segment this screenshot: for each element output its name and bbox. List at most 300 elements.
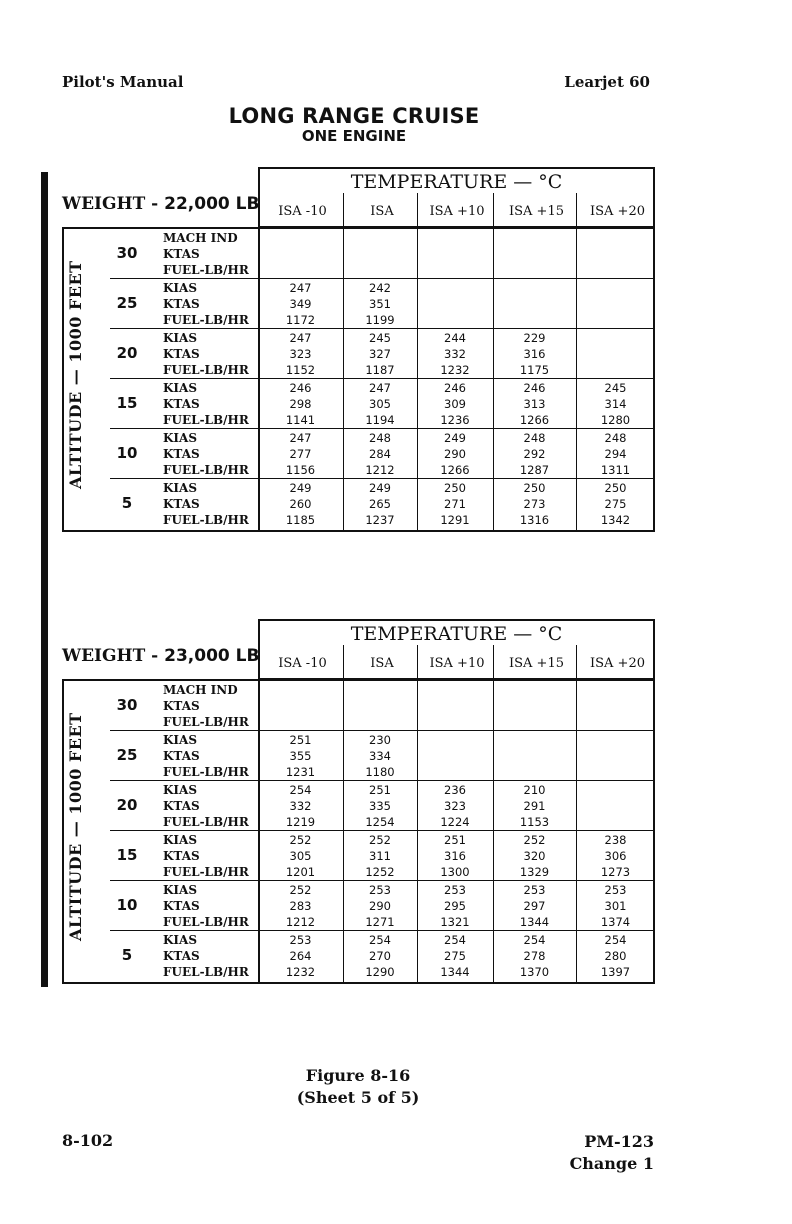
parameter-label: MACH IND [163,683,238,697]
value [258,698,343,714]
value [417,748,493,764]
value [493,764,576,780]
value: 1254 [365,815,395,829]
value [576,748,655,764]
value-cell [576,832,655,880]
parameter-label: KTAS [163,397,200,411]
parameter-label: KIAS [163,281,198,295]
value: 1212 [365,463,395,477]
value: 295 [444,899,466,913]
value [258,682,343,698]
altitude-axis-label: ALTITUDE — 1000 FEET [66,260,85,489]
value: 247 [289,431,312,445]
value: 291 [523,799,546,813]
value: 1224 [440,815,470,829]
value: 1237 [365,513,395,527]
parameter-label: KIAS [163,833,198,847]
value: 246 [523,381,546,395]
value [417,230,493,246]
value: 251 [289,733,312,747]
parameter-labels [163,882,249,930]
weight-value: 23,000 LB [164,646,260,666]
value-cell [576,380,655,428]
value: 275 [444,949,466,963]
value: 270 [369,949,391,963]
value-cell [493,932,576,980]
value-cell [258,430,343,478]
parameter-label: KIAS [163,783,198,797]
row-divider [110,478,655,479]
value: 1271 [365,915,395,929]
value: 309 [444,397,466,411]
value: 265 [369,497,391,511]
value: 355 [289,749,312,763]
value: 242 [369,281,391,295]
altitude-15: 15 [116,394,138,412]
value: 316 [523,347,546,361]
row-divider [110,830,655,831]
value: 260 [289,497,312,511]
altitude-axis-label: ALTITUDE — 1000 FEET [66,712,85,941]
parameter-label: FUEL-LB/HR [163,413,249,427]
value [493,262,576,278]
value-cell [343,480,417,528]
value-cell [493,230,576,278]
value-cell [493,480,576,528]
weight-prefix: WEIGHT - [62,646,165,666]
column-header-2: ISA +10 [429,204,485,219]
parameter-labels [163,230,249,278]
altitude-20: 20 [116,344,138,362]
column-header-1: ISA [370,656,394,671]
value: 254 [369,933,391,947]
footer-doc-info [570,1131,654,1175]
value: 253 [289,933,312,947]
value: 248 [369,431,391,445]
value: 334 [369,749,391,763]
value: 245 [604,381,627,395]
parameter-labels [163,932,249,980]
value [576,764,655,780]
value: 297 [523,899,546,913]
altitude-10: 10 [116,896,138,914]
value [576,346,655,362]
value-cell [417,430,493,478]
value: 246 [289,381,312,395]
value-cell [258,330,343,378]
altitude-5: 5 [121,946,133,964]
value [493,296,576,312]
value: 253 [523,883,546,897]
parameter-label: FUEL-LB/HR [163,513,249,527]
value: 316 [444,849,466,863]
value: 254 [289,783,312,797]
parameter-labels [163,430,249,478]
value [417,764,493,780]
value [493,682,576,698]
value-cell [258,230,343,278]
parameter-label: FUEL-LB/HR [163,815,249,829]
value-cell [258,280,343,328]
value: 1287 [519,463,550,477]
value: 253 [369,883,391,897]
parameter-label: KTAS [163,347,200,361]
parameter-labels [163,782,249,830]
parameter-label: KTAS [163,247,200,261]
parameter-label: KIAS [163,331,198,345]
value [576,814,655,830]
value: 301 [604,899,627,913]
value [343,230,417,246]
parameter-label: KIAS [163,933,198,947]
parameter-labels [163,732,249,780]
value: 1342 [600,513,631,527]
value-cell [258,480,343,528]
value: 249 [289,481,312,495]
value-cell [258,932,343,980]
value: 1290 [365,965,395,979]
parameter-labels [163,832,249,880]
value: 1344 [440,965,470,979]
value-cell [576,430,655,478]
value [343,682,417,698]
value [417,732,493,748]
value-cell [417,682,493,730]
row-divider [110,428,655,429]
value-cell [417,782,493,830]
value: 246 [444,381,466,395]
temperature-title: TEMPERATURE — °C [350,171,563,193]
parameter-label: KTAS [163,297,200,311]
value [417,714,493,730]
value-cell [576,682,655,730]
value-cell [258,832,343,880]
value: 249 [369,481,391,495]
value: 1175 [519,363,550,377]
value [576,246,655,262]
parameter-label: KTAS [163,699,200,713]
column-header-3: ISA +15 [509,656,564,671]
value [343,698,417,714]
value [493,230,576,246]
value [258,246,343,262]
value: 349 [289,297,312,311]
parameter-label: KIAS [163,431,198,445]
altitude-5: 5 [121,494,133,512]
value: 1329 [519,865,550,879]
value: 244 [444,331,466,345]
value [576,714,655,730]
value-cell [258,782,343,830]
weight-label [62,194,259,214]
value: 271 [444,497,466,511]
value: 254 [444,933,466,947]
parameter-label: KTAS [163,949,200,963]
value: 1280 [600,413,631,427]
column-header-4: ISA +20 [590,204,645,219]
value: 1344 [519,915,550,929]
value [343,262,417,278]
value [258,230,343,246]
value [576,262,655,278]
value: 254 [604,933,627,947]
value-cell [343,682,417,730]
value-cell [417,380,493,428]
value: 1152 [285,363,316,377]
value [576,362,655,378]
value [417,262,493,278]
value: 273 [523,497,546,511]
value: 1172 [285,313,316,327]
value: 1180 [365,765,395,779]
value-cell [343,380,417,428]
value: 305 [289,849,312,863]
row-divider [110,880,655,881]
value: 210 [523,783,546,797]
value [576,330,655,346]
value: 290 [444,447,466,461]
value: 1273 [600,865,631,879]
value: 249 [444,431,466,445]
column-header-4: ISA +20 [590,656,645,671]
row-divider [110,378,655,379]
parameter-label: MACH IND [163,231,238,245]
value: 1236 [440,413,470,427]
value: 1153 [519,815,550,829]
value-cell [576,280,655,328]
value-cell [417,932,493,980]
value: 1397 [600,965,631,979]
value-cell [576,782,655,830]
value-cell [417,480,493,528]
value-cell [417,832,493,880]
value: 238 [604,833,627,847]
page-title: LONG RANGE CRUISE [228,104,480,128]
value: 1266 [519,413,550,427]
value [343,246,417,262]
value: 245 [369,331,391,345]
value: 278 [523,949,546,963]
parameter-label: KIAS [163,381,198,395]
value: 351 [369,297,391,311]
value [493,246,576,262]
value-cell [343,230,417,278]
value: 292 [523,447,546,461]
value: 253 [604,883,627,897]
value-cell [417,882,493,930]
value: 305 [369,397,391,411]
value-cell [258,380,343,428]
parameter-label: FUEL-LB/HR [163,263,249,277]
value: 248 [604,431,627,445]
figure-number: Figure 8-16 [305,1066,411,1085]
value: 323 [444,799,466,813]
parameter-labels [163,480,249,528]
value-cell [343,932,417,980]
value: 1232 [285,965,316,979]
value [576,312,655,328]
page-subtitle: ONE ENGINE [301,127,407,145]
value: 1219 [285,815,316,829]
value: 1252 [365,865,395,879]
altitude-25: 25 [116,294,138,312]
value-cell [576,330,655,378]
value-cell [343,732,417,780]
value: 248 [523,431,546,445]
value: 1370 [519,965,550,979]
parameter-label: KTAS [163,749,200,763]
value [493,698,576,714]
value [417,698,493,714]
value: 306 [604,849,627,863]
value: 252 [289,833,312,847]
value: 1212 [285,915,316,929]
parameter-labels [163,330,249,378]
parameter-label: KIAS [163,883,198,897]
value: 311 [369,849,391,863]
value [417,296,493,312]
value: 335 [369,799,391,813]
value [258,714,343,730]
value: 254 [523,933,546,947]
value-cell [493,782,576,830]
parameter-label: FUEL-LB/HR [163,865,249,879]
parameter-label: FUEL-LB/HR [163,915,249,929]
value-cell [417,230,493,278]
value: 247 [289,331,312,345]
value: 320 [523,849,546,863]
parameter-label: KTAS [163,799,200,813]
value [576,280,655,296]
value: 283 [289,899,312,913]
value [493,714,576,730]
parameter-label: KIAS [163,481,198,495]
revision-change-bar [41,172,48,987]
value-cell [343,832,417,880]
value: 229 [523,331,546,345]
value-cell [493,882,576,930]
temperature-header-box [258,619,655,680]
value: 1201 [285,865,316,879]
parameter-labels [163,380,249,428]
parameter-labels [163,682,249,730]
column-header-0: ISA -10 [278,204,327,219]
value: 230 [369,733,391,747]
altitude-30: 30 [116,244,138,262]
value: 253 [444,883,466,897]
value: 247 [369,381,391,395]
value: 250 [604,481,627,495]
altitude-10: 10 [116,444,138,462]
value [576,782,655,798]
value: 1194 [365,413,395,427]
value [493,732,576,748]
value: 251 [369,783,391,797]
value-cell [258,682,343,730]
footer-change: Change 1 [569,1154,654,1173]
parameter-label: FUEL-LB/HR [163,463,249,477]
parameter-label: KTAS [163,899,200,913]
value [258,262,343,278]
figure-sheet: (Sheet 5 of 5) [296,1088,420,1107]
value-cell [417,330,493,378]
column-header-2: ISA +10 [429,656,485,671]
value: 313 [523,397,546,411]
value: 251 [444,833,466,847]
value [417,246,493,262]
value-cell [343,280,417,328]
value: 1141 [285,413,316,427]
value: 275 [604,497,627,511]
altitude-20: 20 [116,796,138,814]
altitude-30: 30 [116,696,138,714]
value: 1187 [365,363,395,377]
value: 250 [444,481,466,495]
value: 236 [444,783,466,797]
value: 252 [289,883,312,897]
value [576,230,655,246]
value-cell [576,882,655,930]
value-cell [576,230,655,278]
value: 1199 [365,313,395,327]
value: 1156 [285,463,316,477]
value-cell [493,430,576,478]
value [493,280,576,296]
value: 294 [604,447,627,461]
parameter-label: FUEL-LB/HR [163,313,249,327]
column-header-1: ISA [370,204,394,219]
value: 280 [604,949,627,963]
parameter-label: KTAS [163,849,200,863]
parameter-label: FUEL-LB/HR [163,965,249,979]
footer-page-number: 8-102 [62,1131,114,1150]
value: 332 [289,799,312,813]
header-aircraft: Learjet 60 [564,73,650,91]
value: 284 [369,447,391,461]
weight-value: 22,000 LB [164,194,260,214]
row-divider [110,780,655,781]
value: 1185 [285,513,316,527]
value [493,312,576,328]
value: 252 [369,833,391,847]
value: 1311 [600,463,631,477]
value: 252 [523,833,546,847]
figure-caption [0,1065,716,1109]
value: 1231 [285,765,316,779]
value [417,280,493,296]
value: 250 [523,481,546,495]
parameter-labels [163,280,249,328]
value-cell [343,882,417,930]
row-divider [110,328,655,329]
value-cell [258,882,343,930]
value [576,798,655,814]
value-cell [493,832,576,880]
altitude-15: 15 [116,846,138,864]
header-manual-title: Pilot's Manual [62,73,184,91]
value: 327 [369,347,391,361]
value-cell [493,732,576,780]
parameter-label: FUEL-LB/HR [163,765,249,779]
value: 332 [444,347,466,361]
row-divider [110,730,655,731]
parameter-label: FUEL-LB/HR [163,715,249,729]
value-cell [343,782,417,830]
value-cell [493,682,576,730]
temperature-title: TEMPERATURE — °C [350,623,563,645]
value: 314 [604,397,627,411]
value: 1316 [519,513,550,527]
